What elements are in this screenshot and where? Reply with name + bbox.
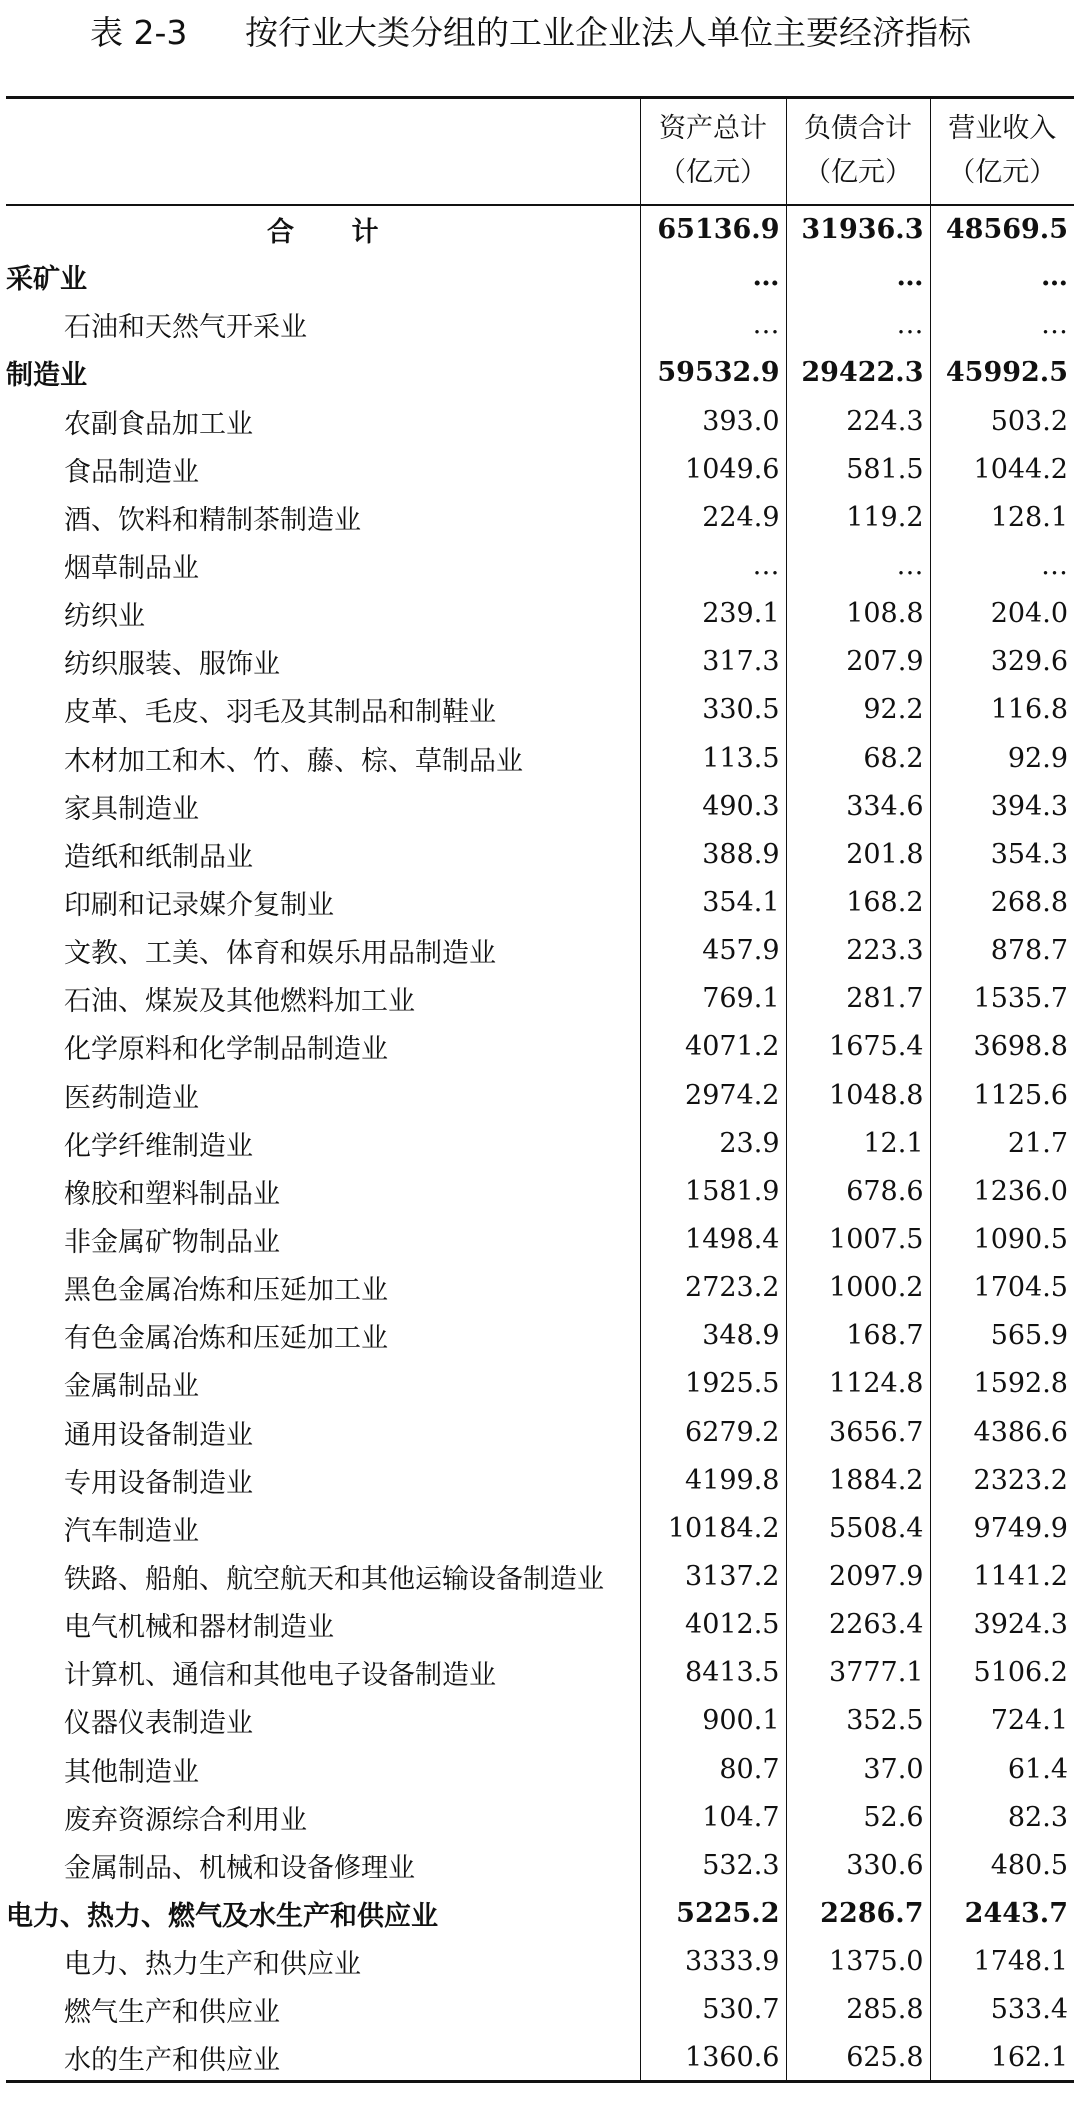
row-industry-name: 医药制造业 [64,1082,199,1114]
header-revenue-label: 营业收入 [948,113,1057,145]
row-assets-value: 4199.8 [640,1456,786,1504]
row-industry-name: 酒、饮料和精制茶制造业 [64,504,361,536]
table-row [6,975,1074,1023]
row-industry-name: 化学纤维制造业 [64,1130,253,1162]
row-assets-value: 2974.2 [640,1071,786,1119]
row-liabilities-value: 92.2 [786,686,930,734]
row-liabilities-value: 168.2 [786,878,930,926]
table-row [6,927,1074,975]
row-industry-name: 造纸和纸制品业 [64,841,253,873]
row-liabilities-value: 68.2 [786,734,930,782]
header-liabilities-unit: （亿元） [804,157,912,189]
table-row [6,590,1074,638]
table-row [6,397,1074,445]
row-assets-value: 2723.2 [640,1264,786,1312]
row-liabilities-value: 207.9 [786,638,930,686]
row-liabilities-value: … [786,301,930,349]
header-blank [6,98,640,205]
row-assets-value: 769.1 [640,975,786,1023]
row-liabilities-value: 625.8 [786,2034,930,2082]
row-revenue-value: 878.7 [930,927,1074,975]
row-revenue-value: 48569.5 [930,205,1074,253]
row-liabilities-value: 334.6 [786,782,930,830]
row-industry-name: 石油、煤炭及其他燃料加工业 [64,986,415,1018]
table-row [6,205,1074,253]
row-industry-name: 化学原料和化学制品制造业 [64,1034,388,1066]
table-row [6,734,1074,782]
table-row [6,1697,1074,1745]
row-revenue-value: 1592.8 [930,1360,1074,1408]
row-liabilities-value: 352.5 [786,1697,930,1745]
row-assets-value: 104.7 [640,1793,786,1841]
row-revenue-value: 565.9 [930,1312,1074,1360]
row-assets-value: 330.5 [640,686,786,734]
row-revenue-value: 394.3 [930,782,1074,830]
row-assets-value: 8413.5 [640,1649,786,1697]
table-row [6,301,1074,349]
row-revenue-value: 533.4 [930,1986,1074,2034]
row-revenue-value: 268.8 [930,878,1074,926]
row-assets-value: 6279.2 [640,1408,786,1456]
row-assets-value: 1049.6 [640,445,786,493]
indicator-table [6,96,1074,2083]
row-revenue-value: 61.4 [930,1745,1074,1793]
row-revenue-value: 82.3 [930,1793,1074,1841]
row-assets-value: 65136.9 [640,205,786,253]
row-industry-name: 石油和天然气开采业 [64,312,307,344]
row-revenue-value: 3698.8 [930,1023,1074,1071]
header-liabilities-label: 负债合计 [804,113,912,145]
row-liabilities-value: 2097.9 [786,1552,930,1600]
row-revenue-value: 1090.5 [930,1215,1074,1263]
row-revenue-value: 1748.1 [930,1938,1074,1986]
table-row [6,253,1074,301]
table-row [6,1649,1074,1697]
row-liabilities-value: 223.3 [786,927,930,975]
row-liabilities-value: 281.7 [786,975,930,1023]
table-row [6,638,1074,686]
row-assets-value: 490.3 [640,782,786,830]
row-liabilities-value: 201.8 [786,830,930,878]
row-liabilities-value: 1048.8 [786,1071,930,1119]
row-revenue-value: 1236.0 [930,1167,1074,1215]
row-assets-value: 4012.5 [640,1601,786,1649]
header-assets-label: 资产总计 [659,113,767,145]
row-industry-name: 制造业 [6,360,87,392]
row-liabilities-value: 1675.4 [786,1023,930,1071]
row-liabilities-value: 2286.7 [786,1889,930,1937]
row-revenue-value: 503.2 [930,397,1074,445]
row-assets-value: 59532.9 [640,349,786,397]
row-revenue-value: 21.7 [930,1119,1074,1167]
row-assets-value: … [640,253,786,301]
row-revenue-value: … [930,253,1074,301]
row-revenue-value: 92.9 [930,734,1074,782]
row-industry-name: 废弃资源综合利用业 [64,1804,307,1836]
row-industry-name: 食品制造业 [64,456,199,488]
row-assets-value: 1925.5 [640,1360,786,1408]
header-row [6,98,1074,205]
row-industry-name: 金属制品、机械和设备修理业 [64,1852,415,1884]
table-row [6,1986,1074,2034]
row-industry-name: 家具制造业 [64,793,199,825]
table-row [6,686,1074,734]
row-industry-name: 电力、热力生产和供应业 [64,1949,361,1981]
row-assets-value: … [640,301,786,349]
row-industry-name: 纺织业 [64,601,145,633]
row-assets-value: 113.5 [640,734,786,782]
row-industry-name: 皮革、毛皮、羽毛及其制品和制鞋业 [64,697,496,729]
row-liabilities-value: 12.1 [786,1119,930,1167]
row-industry-name: 纺织服装、服饰业 [64,649,280,681]
row-revenue-value: 204.0 [930,590,1074,638]
row-assets-value: 5225.2 [640,1889,786,1937]
row-liabilities-value: 108.8 [786,590,930,638]
row-industry-name: 通用设备制造业 [64,1419,253,1451]
row-revenue-value: 1125.6 [930,1071,1074,1119]
row-liabilities-value: 1375.0 [786,1938,930,1986]
row-industry-name: 印刷和记录媒介复制业 [64,890,334,922]
row-liabilities-value: 224.3 [786,397,930,445]
table-row [6,1408,1074,1456]
row-liabilities-value: 119.2 [786,493,930,541]
table-row [6,541,1074,589]
row-assets-value: 348.9 [640,1312,786,1360]
table-title [0,8,1080,58]
row-industry-name: 其他制造业 [64,1756,199,1788]
row-revenue-value: 45992.5 [930,349,1074,397]
row-assets-value: 23.9 [640,1119,786,1167]
row-liabilities-value: 3777.1 [786,1649,930,1697]
row-liabilities-value: 5508.4 [786,1504,930,1552]
row-industry-name: 计算机、通信和其他电子设备制造业 [64,1660,496,1692]
row-revenue-value: … [930,541,1074,589]
row-revenue-value: 1704.5 [930,1264,1074,1312]
row-revenue-value: 724.1 [930,1697,1074,1745]
row-assets-value: 1360.6 [640,2034,786,2082]
row-liabilities-value: 678.6 [786,1167,930,1215]
row-assets-value: 393.0 [640,397,786,445]
table-row [6,1360,1074,1408]
row-assets-value: 317.3 [640,638,786,686]
row-liabilities-value: 29422.3 [786,349,930,397]
table-row [6,1601,1074,1649]
header-assets-unit: （亿元） [659,157,767,189]
table-row [6,1938,1074,1986]
row-liabilities-value: … [786,253,930,301]
table-row [6,1745,1074,1793]
row-liabilities-value: 1000.2 [786,1264,930,1312]
row-liabilities-value: 330.6 [786,1841,930,1889]
table-body [6,205,1074,2082]
table-row [6,1023,1074,1071]
row-industry-name: 仪器仪表制造业 [64,1708,253,1740]
row-industry-name: 金属制品业 [64,1371,199,1403]
table-row [6,1793,1074,1841]
table-row [6,1264,1074,1312]
row-industry-name: 电力、热力、燃气及水生产和供应业 [6,1900,438,1932]
row-assets-value: 3137.2 [640,1552,786,1600]
table-row [6,830,1074,878]
row-assets-value: 1581.9 [640,1167,786,1215]
row-liabilities-value: 52.6 [786,1793,930,1841]
row-revenue-value: 116.8 [930,686,1074,734]
table-row [6,1312,1074,1360]
table-row [6,1071,1074,1119]
row-industry-name: 采矿业 [6,264,87,296]
row-revenue-value: 9749.9 [930,1504,1074,1552]
row-assets-value: 900.1 [640,1697,786,1745]
row-industry-name: 合 计 [267,216,403,248]
row-assets-value: 3333.9 [640,1938,786,1986]
row-revenue-value: 2323.2 [930,1456,1074,1504]
row-revenue-value: 3924.3 [930,1601,1074,1649]
table-row [6,445,1074,493]
table-row [6,349,1074,397]
row-liabilities-value: 1884.2 [786,1456,930,1504]
header-revenue [930,98,1074,205]
row-assets-value: 532.3 [640,1841,786,1889]
row-liabilities-value: … [786,541,930,589]
row-industry-name: 木材加工和木、竹、藤、棕、草制品业 [64,745,523,777]
row-industry-name: 黑色金属冶炼和压延加工业 [64,1275,388,1307]
row-assets-value: 224.9 [640,493,786,541]
row-revenue-value: 1141.2 [930,1552,1074,1600]
row-assets-value: 530.7 [640,1986,786,2034]
row-industry-name: 铁路、船舶、航空航天和其他运输设备制造业 [64,1564,604,1595]
table-title-text: 按行业大类分组的工业企业法人单位主要经济指标 [245,13,971,52]
row-industry-name: 汽车制造业 [64,1515,199,1547]
table-row [6,1215,1074,1263]
row-revenue-value: 1535.7 [930,975,1074,1023]
row-revenue-value: 162.1 [930,2034,1074,2082]
table-row [6,782,1074,830]
row-revenue-value: 1044.2 [930,445,1074,493]
row-industry-name: 橡胶和塑料制品业 [64,1178,280,1210]
table-row [6,1889,1074,1937]
header-liabilities [786,98,930,205]
row-assets-value: 10184.2 [640,1504,786,1552]
header-revenue-unit: （亿元） [948,157,1057,189]
row-liabilities-value: 31936.3 [786,205,930,253]
row-revenue-value: 128.1 [930,493,1074,541]
table-row [6,1504,1074,1552]
row-revenue-value: 354.3 [930,830,1074,878]
table-number: 表 2-3 [90,13,188,52]
row-liabilities-value: 1007.5 [786,1215,930,1263]
row-liabilities-value: 1124.8 [786,1360,930,1408]
row-liabilities-value: 581.5 [786,445,930,493]
row-industry-name: 燃气生产和供应业 [64,1997,280,2029]
header-assets [640,98,786,205]
row-liabilities-value: 2263.4 [786,1601,930,1649]
row-assets-value: 388.9 [640,830,786,878]
row-liabilities-value: 168.7 [786,1312,930,1360]
table-row [6,1456,1074,1504]
row-industry-name: 专用设备制造业 [64,1467,253,1499]
row-assets-value: 4071.2 [640,1023,786,1071]
row-liabilities-value: 285.8 [786,1986,930,2034]
table-row [6,1841,1074,1889]
row-liabilities-value: 37.0 [786,1745,930,1793]
table-row [6,1119,1074,1167]
row-assets-value: 457.9 [640,927,786,975]
table-row [6,2034,1074,2082]
row-liabilities-value: 3656.7 [786,1408,930,1456]
row-industry-name: 有色金属冶炼和压延加工业 [64,1323,388,1355]
row-assets-value: 239.1 [640,590,786,638]
row-assets-value: 1498.4 [640,1215,786,1263]
row-revenue-value: 5106.2 [930,1649,1074,1697]
table-row [6,1552,1074,1600]
row-industry-name: 烟草制品业 [64,553,199,585]
row-industry-name: 文教、工美、体育和娱乐用品制造业 [64,938,496,970]
row-revenue-value: 329.6 [930,638,1074,686]
row-revenue-value: … [930,301,1074,349]
row-revenue-value: 4386.6 [930,1408,1074,1456]
row-assets-value: 80.7 [640,1745,786,1793]
table-row [6,1167,1074,1215]
row-revenue-value: 480.5 [930,1841,1074,1889]
row-industry-name: 电气机械和器材制造业 [64,1612,334,1644]
row-industry-name: 非金属矿物制品业 [64,1227,280,1259]
row-assets-value: … [640,541,786,589]
row-industry-name: 农副食品加工业 [64,408,253,440]
row-industry-name: 水的生产和供应业 [6,2034,640,2082]
row-assets-value: 354.1 [640,878,786,926]
table-row [6,878,1074,926]
table-row [6,493,1074,541]
row-revenue-value: 2443.7 [930,1889,1074,1937]
